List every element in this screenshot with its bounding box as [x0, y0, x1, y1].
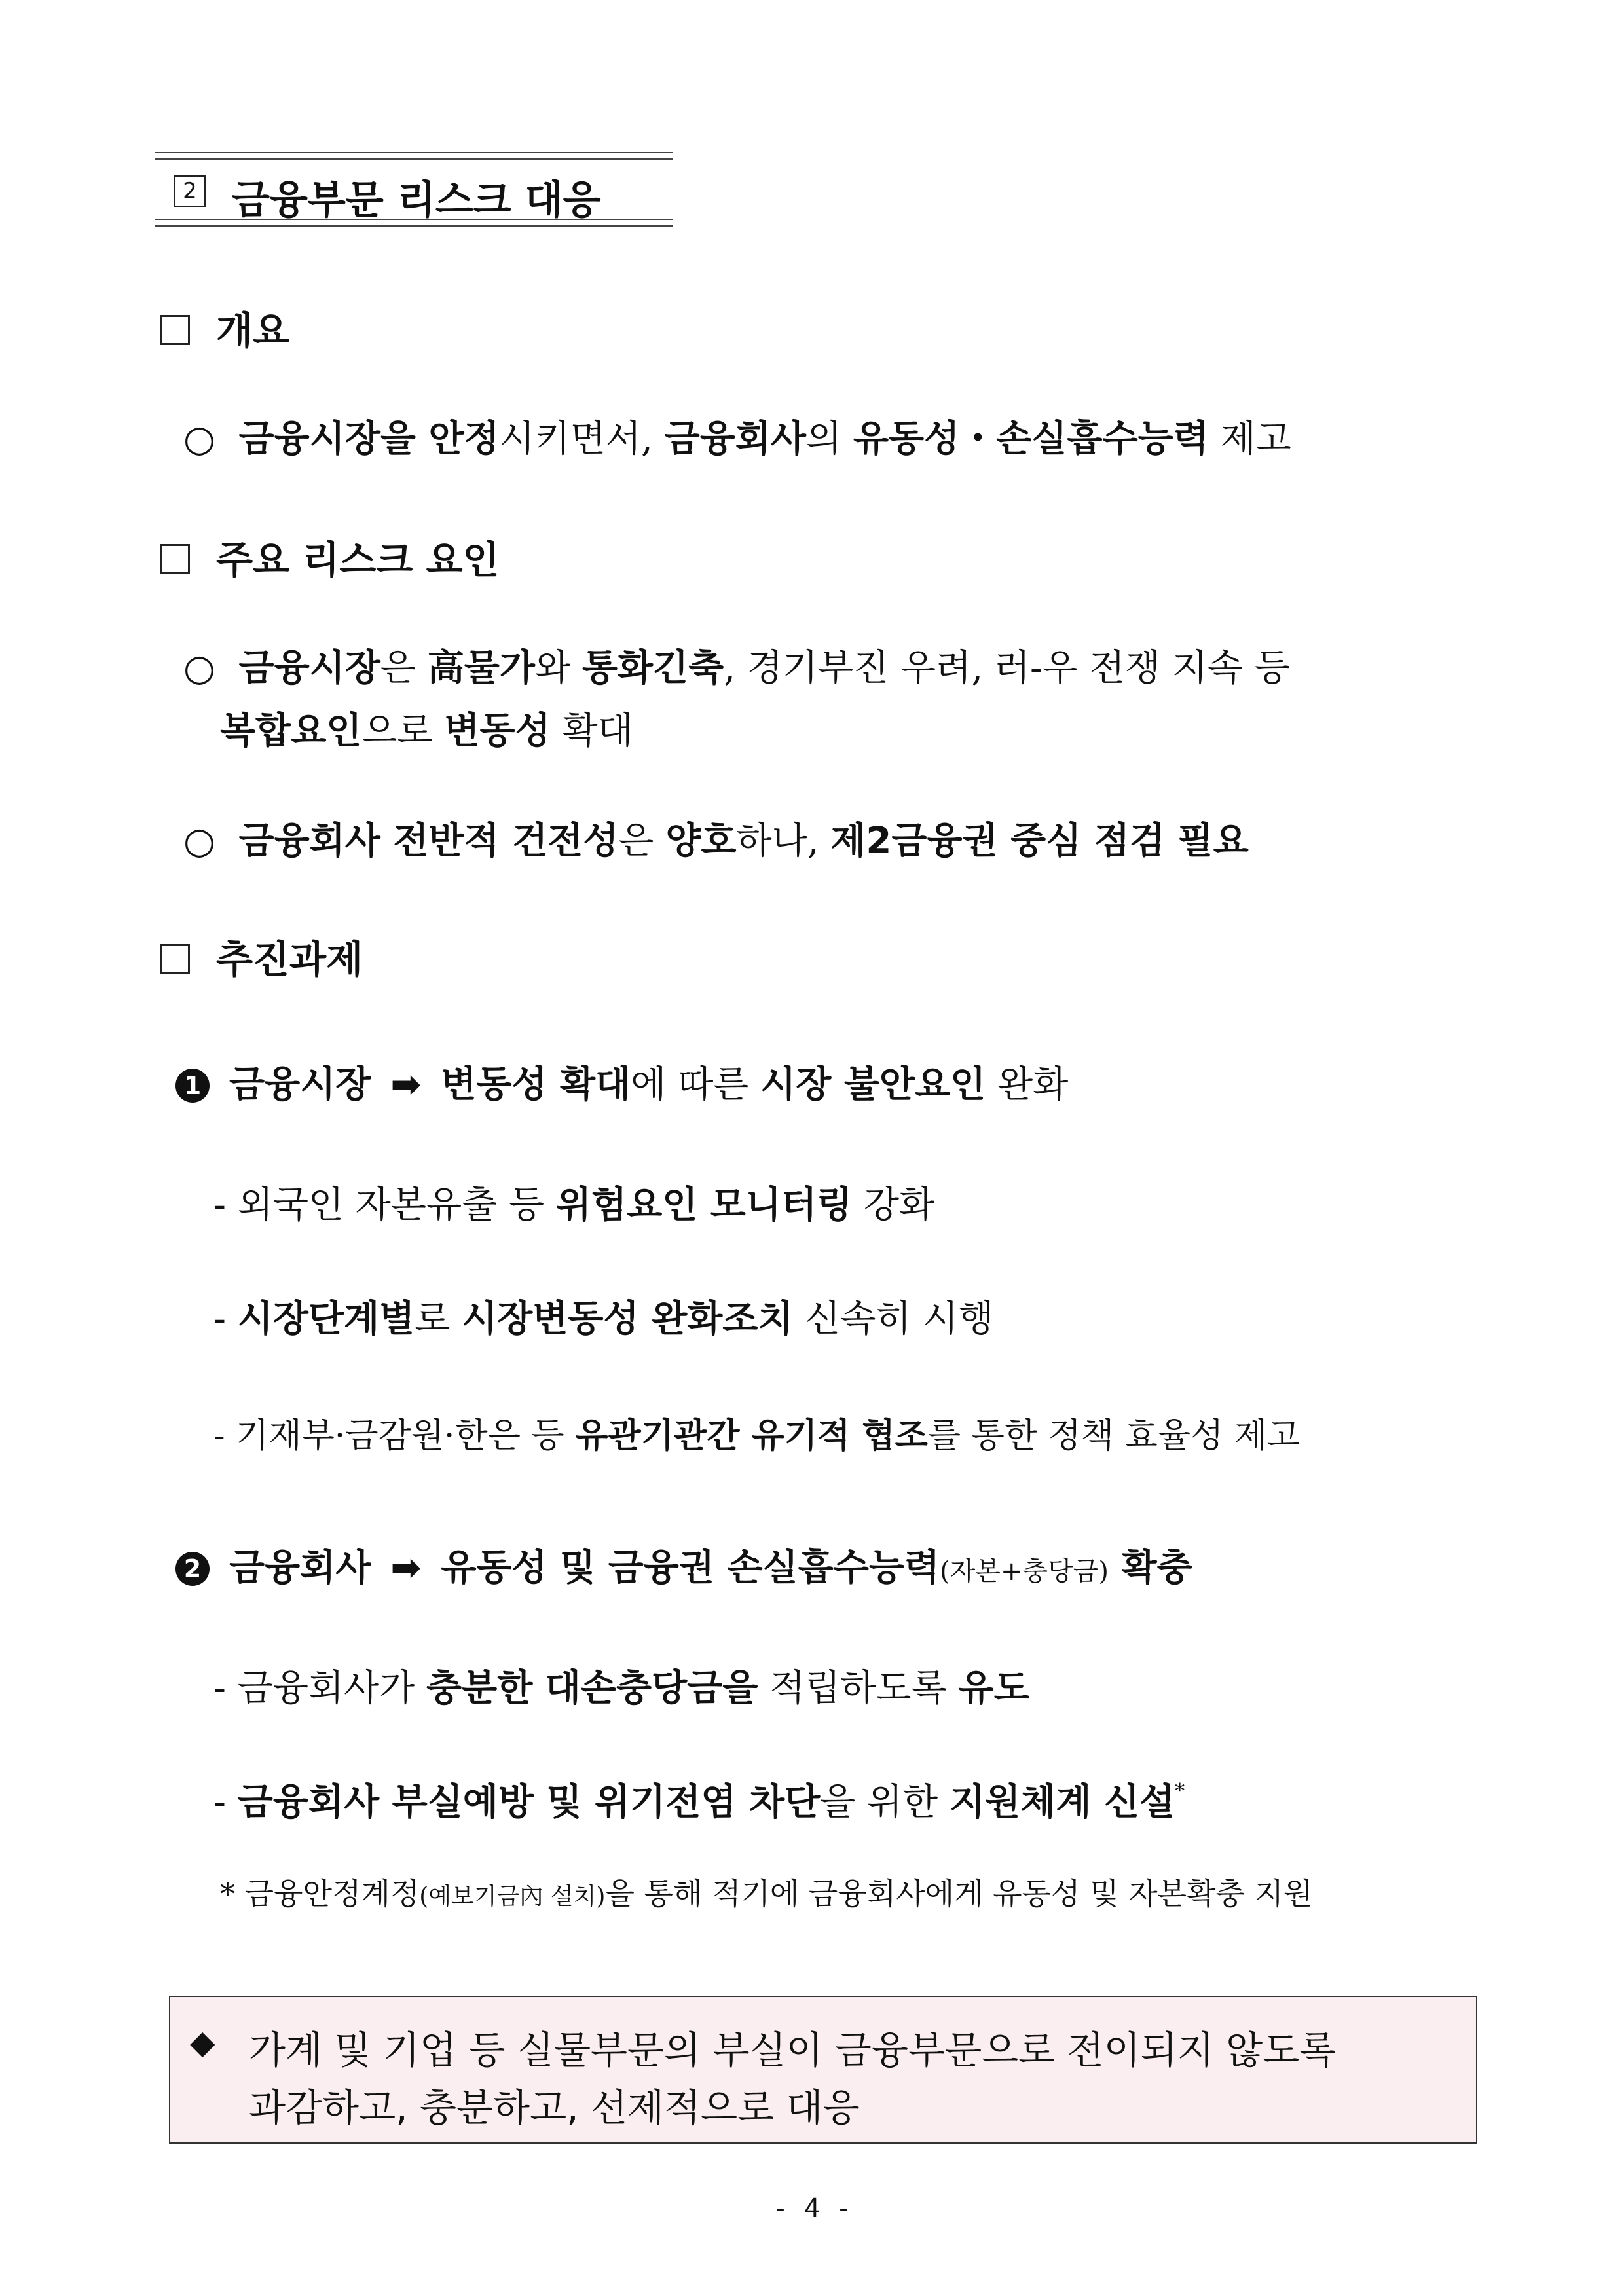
risk-item-1-line-2	[220, 702, 633, 754]
callout-line-2: 과감하고, 충분하고, 선제적으로 대응	[249, 2085, 860, 2130]
task-item-part: - 금융회사가	[213, 1667, 427, 1710]
risk-item-2	[183, 812, 1249, 864]
risk-item-part: 은	[380, 647, 428, 689]
task-2-item-1	[213, 1659, 1029, 1712]
task-head-part: 확충	[1109, 1547, 1192, 1589]
overview-item-part: 의	[806, 418, 853, 460]
task-head-part: 시장 불안요인	[760, 1063, 986, 1106]
task-2-heading	[175, 1539, 1192, 1591]
checkbox-square-icon	[160, 315, 190, 345]
risk-item-part: 하나,	[736, 820, 831, 862]
footnote-part: 을 통해 적기에 금융회사에게 유동성 및 자본확충 지원	[605, 1876, 1313, 1911]
overview-item-part: 시키면서,	[499, 418, 665, 460]
task-item-part: 유도	[958, 1667, 1029, 1710]
task-2-footnote	[220, 1870, 1312, 1913]
summary-callout	[169, 1996, 1477, 2144]
risk-item-part: 변동성	[444, 710, 551, 752]
title-top-rule	[155, 152, 673, 160]
circle-bullet-icon: ○	[183, 418, 239, 460]
heading-overview	[160, 300, 289, 355]
risk-item-part: , 경기부진 우려, 러-우 전쟁 지속 등	[724, 647, 1290, 689]
risk-item-part: 와	[534, 647, 582, 689]
task-item-part: 시장변동성 완화조치	[462, 1298, 794, 1340]
callout-line-1: 가계 및 기업 등 실물부문의 부실이 금융부문으로 전이되지 않도록	[249, 2028, 1337, 2072]
task-item-part: -	[213, 1781, 238, 1824]
circle-bullet-icon: ○	[183, 647, 239, 689]
task-head-part: (자본+충당금)	[940, 1556, 1109, 1587]
heading-risks	[160, 529, 500, 584]
task-1-item-1	[213, 1176, 934, 1228]
task-item-part: 금융회사 부실예방 및 위기전염 차단	[237, 1781, 821, 1824]
overview-item-part: 금융회사	[664, 418, 807, 460]
task-head-part: 변동성 확대	[441, 1063, 631, 1106]
risk-item-part: 제2금융권 중심 점검 필요	[830, 820, 1249, 862]
task-item-part: 충분한 대손충당금을	[426, 1667, 758, 1710]
task-1-item-2	[213, 1290, 994, 1342]
task-item-part: - 외국인 자본유출 등	[213, 1184, 556, 1226]
task-item-part: 로	[415, 1298, 462, 1340]
heading-tasks	[160, 928, 363, 983]
checkbox-square-icon	[160, 944, 190, 974]
task-head-part: 금융회사	[229, 1547, 371, 1589]
task-item-part: - 기재부·금감원·한은 등	[213, 1416, 576, 1456]
risk-item-part: 양호	[665, 820, 737, 862]
arrow-right-icon: ➡	[390, 1063, 422, 1106]
footnote-part: (예보기금內 설치)	[419, 1883, 606, 1910]
risk-item-1-line-1	[183, 639, 1290, 691]
risk-item-part: 高물가	[427, 647, 535, 689]
task-item-part: 지원체계 신설	[950, 1781, 1175, 1824]
task-item-part: 강화	[852, 1184, 935, 1226]
overview-item-part: 제고	[1208, 418, 1291, 460]
title-bottom-rule	[155, 219, 673, 227]
risk-item-part: 금융시장	[238, 647, 380, 689]
task-item-part: -	[213, 1298, 238, 1340]
footnote-marker: *	[1175, 1780, 1185, 1803]
task-1-heading	[175, 1056, 1068, 1108]
task-1-item-3	[213, 1408, 1300, 1457]
heading-tasks-text: 추진과제	[216, 937, 363, 982]
overview-item-part: 금융시장을 안정	[238, 418, 500, 460]
risk-item-part: 으로	[361, 710, 445, 752]
risk-item-part: 복합요인	[220, 710, 362, 752]
risk-item-part: 통화긴축	[581, 647, 724, 689]
risk-item-part: 금융회사 전반적 건전성	[238, 820, 619, 862]
task-item-part: 을 위한	[820, 1781, 950, 1824]
task-item-part: 신속히 시행	[793, 1298, 994, 1340]
task-item-part: 를 통한 정책 효율성 제고	[927, 1416, 1301, 1456]
footnote-part: * 금융안정계정	[220, 1876, 420, 1911]
section-number: 2	[174, 175, 206, 207]
arrow-right-icon: ➡	[390, 1547, 422, 1589]
task-item-part: 위험요인 모니터링	[555, 1184, 853, 1226]
section-title: 금융부문 리스크 대응	[232, 177, 601, 223]
checkbox-square-icon	[160, 544, 190, 574]
task-head-part: 유동성 및 금융권 손실흡수능력	[441, 1547, 940, 1589]
task-head-part: 에 따른	[631, 1063, 761, 1106]
page-number: - 4 -	[772, 2194, 852, 2224]
task-item-part: 유관기관간 유기적 협조	[575, 1416, 928, 1456]
task-item-part: 적립하도록	[758, 1667, 959, 1710]
task-head-part: 완화	[986, 1063, 1069, 1106]
diamond-bullet-icon: ◆	[190, 2023, 215, 2061]
number-1-icon: 1	[175, 1069, 210, 1103]
risk-item-part: 은	[618, 820, 666, 862]
heading-risks-text: 주요 리스크 요인	[216, 538, 500, 582]
overview-item	[183, 410, 1291, 462]
task-2-item-2	[213, 1773, 1185, 1826]
circle-bullet-icon: ○	[183, 820, 239, 862]
section-title-box	[155, 152, 673, 227]
heading-overview-text: 개요	[216, 308, 290, 353]
task-item-part: 시장단계별	[237, 1298, 415, 1340]
overview-item-part: 유동성・손실흡수능력	[853, 418, 1209, 460]
risk-item-part: 확대	[550, 710, 633, 752]
task-head-part: 금융시장	[229, 1063, 371, 1106]
number-2-icon: 2	[175, 1552, 210, 1586]
